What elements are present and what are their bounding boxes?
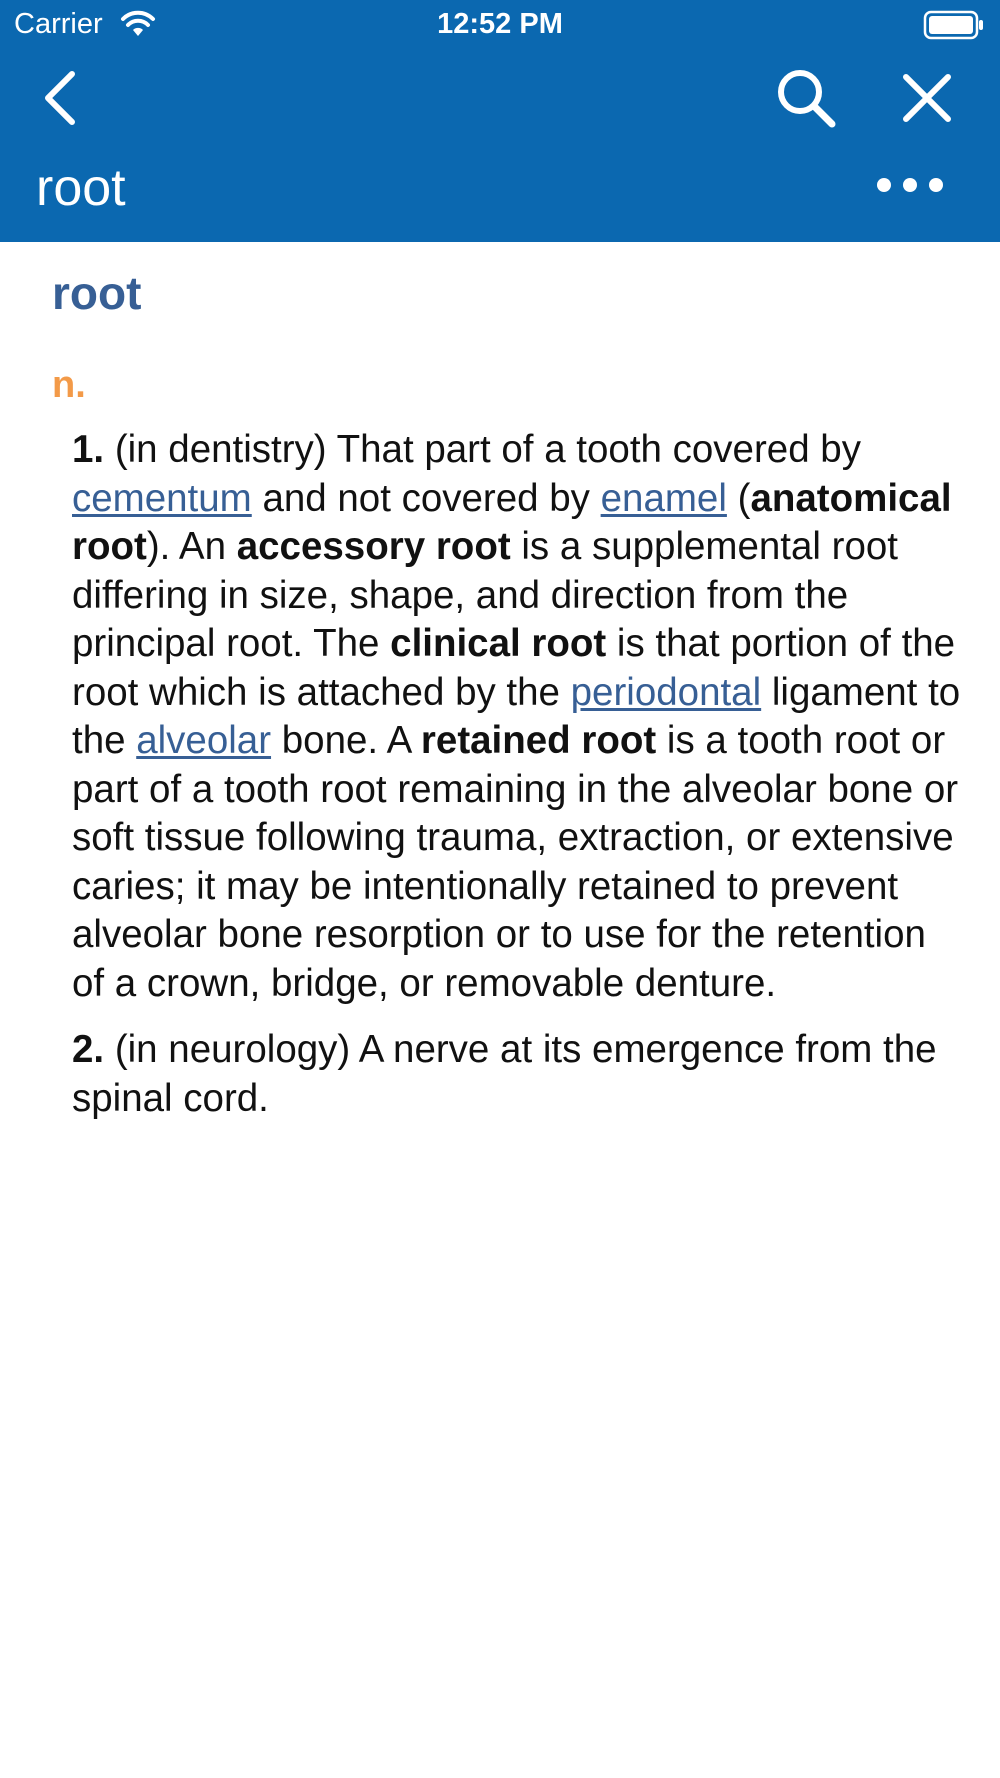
sense-domain: (in dentistry) — [114, 428, 327, 471]
navigation-bar — [0, 0, 1000, 242]
more-button[interactable] — [870, 160, 950, 210]
close-button[interactable] — [892, 58, 962, 138]
sense-text: ligament to the — [72, 670, 961, 762]
sense-number: 2. — [72, 1028, 105, 1071]
sense-1 — [72, 426, 962, 1008]
carrier-label: Carrier — [14, 8, 103, 40]
sense-text: A nerve at its emergence from the spinal cord. — [72, 1028, 937, 1120]
sense-list — [72, 426, 962, 1141]
link-periodontal[interactable]: periodontal — [570, 670, 762, 714]
sense-text: ). An — [146, 525, 237, 568]
entry-headword: root — [52, 267, 142, 319]
sense-number: 1. — [72, 428, 105, 471]
back-button[interactable] — [30, 58, 90, 138]
link-alveolar[interactable]: alveolar — [136, 719, 272, 762]
title-row — [0, 140, 1000, 240]
status-bar — [0, 0, 1000, 50]
term-retained-root: retained root — [420, 719, 657, 762]
term-anatomical-root: anatomical root — [72, 476, 952, 568]
status-time: 12:52 PM — [437, 8, 563, 40]
battery-icon — [923, 10, 985, 45]
search-button[interactable] — [770, 58, 842, 138]
sense-text: is a tooth root or part of a tooth root remaining in the alveolar bone or soft tissue following trauma, extraction, or extensive caries; it may be intentionally retained to prevent alveolar bone resorption or to use for the retention of a crown, bridge, or removable denture. — [72, 719, 959, 1005]
search-icon — [774, 66, 838, 130]
link-cementum[interactable]: cementum — [72, 476, 252, 520]
term-clinical-root: clinical root — [390, 622, 607, 665]
sense-text: That part of a tooth covered by — [326, 428, 861, 471]
sense-text: is that portion of the root which is attached by the — [72, 622, 956, 714]
sense-text: is a supplemental root differing in size, shape, and direction from the principal root. The — [72, 525, 899, 665]
sense-domain: (in neurology) — [114, 1028, 351, 1071]
nav-actions-row — [0, 50, 1000, 140]
sense-text: bone. A — [271, 719, 421, 762]
more-horizontal-icon — [874, 175, 946, 195]
close-icon — [900, 71, 954, 125]
link-enamel[interactable]: enamel — [600, 476, 727, 520]
sense-text: and not covered by — [251, 476, 601, 520]
term-accessory-root: accessory root — [236, 525, 511, 568]
part-of-speech: n. — [52, 364, 86, 406]
sense-text: ( — [726, 476, 751, 520]
chevron-left-icon — [40, 70, 80, 126]
sense-2 — [72, 1026, 962, 1123]
page-title: root — [36, 159, 126, 217]
